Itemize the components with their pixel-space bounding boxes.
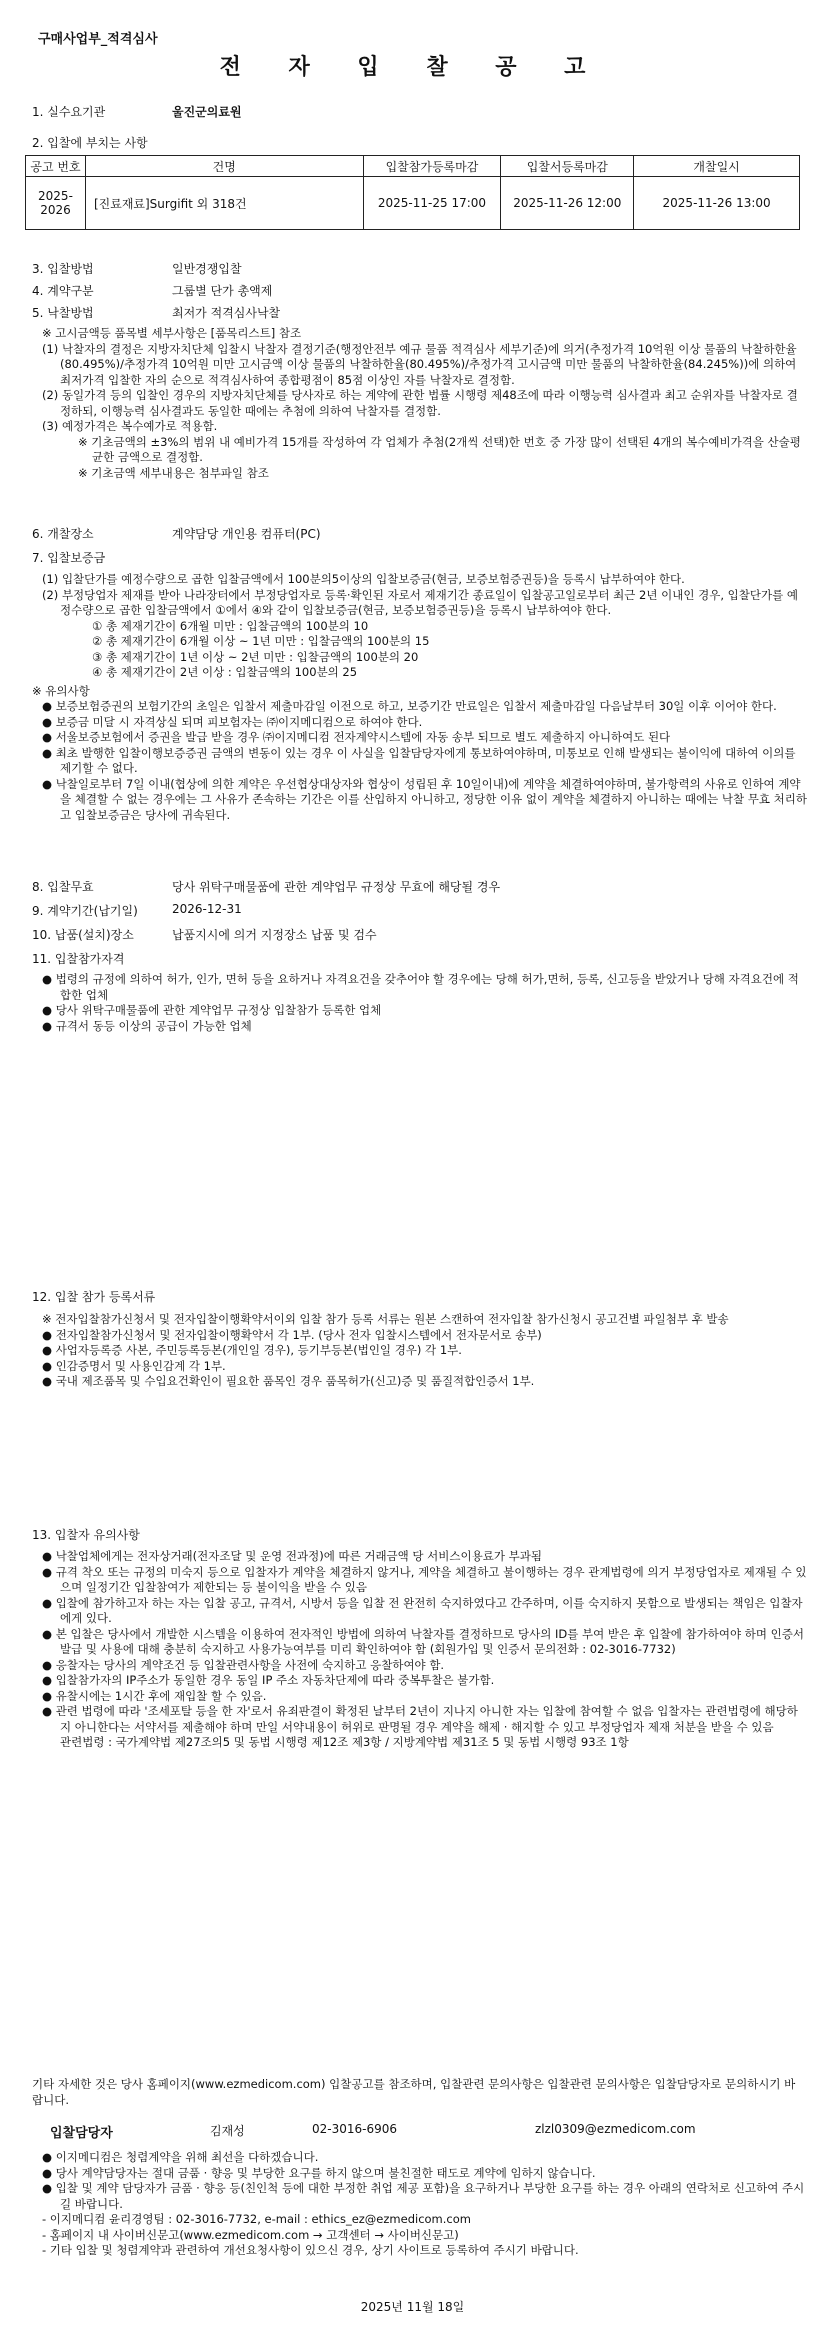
section-9-label: 9. 계약기간(납기일) [32, 904, 138, 918]
list-item: ① 총 제재기간이 6개월 미만 : 입찰금액의 100분의 10 [92, 618, 369, 633]
bid-table [25, 155, 800, 230]
list-item: ● 낙찰일로부터 7일 이내(협상에 의한 계약은 우선협상대상자와 협상이 성립된 후 10일이내)에 계약을 체결하여야하며, 불가항력의 사유로 인하여 계약을 체결할 수 없는 경우에는 그 사유가 존속하는 기간은 이를 산입하지 아니하고, 정당한 이유 없이 계약을 체결하지 아니하는 때에는 낙찰 무효 처리하고 입찰보증금은 당사에 귀속된다. [42, 776, 807, 822]
bid-table-header-row [26, 156, 800, 177]
bid-table-header: 입찰참가등록마감 [363, 156, 501, 177]
list-item: ● 응찰자는 당사의 계약조건 등 입찰관련사항을 사전에 숙지하고 응찰하여야 함. [42, 1657, 445, 1672]
section-5-value: 최저가 적격심사낙찰 [172, 306, 281, 320]
section-11-details [32, 972, 807, 1034]
list-item: ● 본 입찰은 당사에서 개발한 시스템을 이용하여 전자적인 방법에 의하여 낙찰자를 결정하므로 당사의 ID를 부여 받은 후 입찰에 참가하여야 하며 인증서 발급 및 사용에 대해 충분히 숙지하고 사용가능여부를 미리 확인하여야 함 (회원가입 및 인증서 문의전화 : 02-3016-7732) [42, 1626, 804, 1656]
department-label: 구매사업부_적격심사 [38, 32, 158, 47]
section-8-value: 당사 위탁구매물품에 관한 계약업무 규정상 무효에 해당될 경우 [172, 880, 501, 894]
section-12-details [32, 1312, 807, 1390]
list-item: - 기타 입찰 및 청렴계약과 관련하여 개선요청사항이 있으신 경우, 상기 사이트로 등록하여 주시기 바랍니다. [42, 2243, 579, 2257]
list-item: ● 당사 계약담당자는 절대 금품 · 향응 및 부당한 요구를 하지 않으며 불친절한 태도로 계약에 임하지 않습니다. [42, 2165, 596, 2180]
list-item: ● 이지메디컴은 청렴계약을 위해 최선을 다하겠습니다. [42, 2150, 319, 2164]
bid-table-header: 입찰서등록마감 [501, 156, 634, 177]
section-4-label: 4. 계약구분 [32, 284, 94, 298]
list-item: ● 전자입찰참가신청서 및 전자입찰이행확약서 각 1부. (당사 전자 입찰시스템에서 전자문서로 송부) [42, 1327, 542, 1342]
section-5-details [32, 326, 807, 481]
section-12-note: ※ 전자입찰참가신청서 및 전자입찰이행확약서이외 입찰 참가 등록 서류는 원본 스캔하여 전자입찰 참가신청시 공고건별 파일첨부 후 발송 [42, 1312, 729, 1326]
section-1 [32, 103, 242, 120]
list-item: - 이지메디컴 윤리경영팀 : 02-3016-7732, e-mail : ethics_ez@ezmedicom.com [42, 2212, 471, 2226]
section-4 [32, 282, 273, 299]
contact-label: 입찰담당자 [50, 2126, 113, 2141]
list-item: - 홈페이지 내 사이버신문고(www.ezmedicom.com → 고객센터 → 사이버신문고) [42, 2227, 459, 2242]
footer-intro: 기타 자세한 것은 당사 홈페이지(www.ezmedicom.com) 입찰공고를 참조하며, 입찰관련 문의사항은 입찰관련 문의사항은 입찰담당자로 문의하시기 바랍니다. [32, 2077, 796, 2107]
section-11-label: 11. 입찰참가자격 [32, 952, 125, 966]
list-item: ● 국내 제조품목 및 수입요건확인이 필요한 품목인 경우 품목허가(신고)증 및 품질적합인증서 1부. [42, 1374, 535, 1388]
contact-email: zlzl0309@ezmedicom.com [535, 2122, 696, 2136]
section-6 [32, 525, 321, 542]
list-item: ● 입찰참가자의 IP주소가 동일한 경우 동일 IP 주소 자동차단제에 따라 중복투찰은 불가함. [42, 1673, 495, 1687]
list-item: ● 보증금 미달 시 자격상실 되며 피보험자는 ㈜이지메디컴으로 하여야 한다. [42, 714, 423, 729]
list-item: ● 규격 착오 또는 규정의 미숙지 등으로 입찰자가 계약을 체결하지 않거나, 계약을 체결하고 불이행하는 경우 관계법령에 의거 부정당업자로 제재될 수 있으며 일정기간 입찰참여가 제한되는 등 불이익을 받을 수 있음 [42, 1564, 807, 1594]
contact-row [50, 2122, 810, 2142]
bid-submission-deadline-cell: 2025-11-26 12:00 [501, 177, 634, 230]
section-13-law: 관련법령 : 국가계약법 제27조의5 및 동법 시행령 제12조 제3항 / 지방계약법 제31조 5 및 동법 시행령 93조 1항 [60, 1735, 629, 1749]
section-5 [32, 304, 281, 321]
section-6-label: 6. 개찰장소 [32, 527, 94, 541]
list-item: ● 인감증명서 및 사용인감계 각 1부. [42, 1358, 226, 1373]
section-3 [32, 260, 242, 277]
list-item: ● 법령의 규정에 의하여 허가, 인가, 면허 등을 요하거나 자격요건을 갖추어야 할 경우에는 당해 허가,면허, 등록, 신고등을 받았거나 당해 자격요건에 적합한 업체 [42, 972, 799, 1002]
section-6-value: 계약담당 개인용 컴퓨터(PC) [172, 527, 321, 541]
section-1-label: 1. 실수요기관 [32, 105, 106, 119]
section-1-value: 울진군의료원 [172, 105, 242, 119]
registration-deadline-cell: 2025-11-25 17:00 [363, 177, 501, 230]
opening-datetime-cell: 2025-11-26 13:00 [634, 177, 800, 230]
list-item: (2) 동일가격 등의 입찰인 경우의 지방자치단체를 당사자로 하는 계약에 관한 법률 시행령 제48조에 따라 이행능력 심사결과 최고 순위자를 낙찰자로 결정하되, 이행능력 심사결과도 동일한 때에는 추첨에 의하여 낙찰자를 결정함. [42, 388, 798, 418]
list-item: (2) 부정당업자 제재를 받아 나라장터에서 부정당업자로 등록·확인된 자로서 제재기간 종료일이 입찰공고일로부터 최근 2년 이내인 경우, 입찰단가를 예정수량으로 곱한 입찰금액에서 ①에서 ④와 같이 입찰보증금(현금, 보증보험증권등)을 등록시 납부하여야 한다. [42, 587, 798, 617]
list-item: ※ 기초금액 세부내용은 첨부파일 참조 [78, 465, 269, 480]
contact-phone: 02-3016-6906 [312, 2122, 398, 2136]
section-13-details [32, 1549, 807, 1751]
list-item: ● 관련 법령에 따라 '조세포탈 등을 한 자'로서 유죄판결이 확정된 날부터 2년이 지나지 아니한 자는 입찰에 참여할 수 없음 입찰자는 관련법령에 해당하지 아니한다는 서약서를 제출해야 하며 만일 서약내용이 허위로 판명될 경우 계약을 해제 · 해지할 수 있고 부정당업자 제재 처분을 받을 수 있음 [42, 1704, 798, 1734]
list-item: ② 총 제재기간이 6개월 이상 ~ 1년 미만 : 입찰금액의 100분의 15 [92, 634, 430, 648]
list-item: ● 사업자등록증 사본, 주민등록등본(개인일 경우), 등기부등본(법인일 경우) 각 1부. [42, 1343, 462, 1357]
list-item: ● 최초 발행한 입찰이행보증증권 금액의 변동이 있는 경우 이 사실을 입찰담당자에게 통보하여야하며, 미통보로 인해 발생되는 불이익에 대하여 이의를 제기할 수 없다. [42, 745, 796, 775]
section-5-note: ※ 고시금액등 품목별 세부사항은 [품목리스트] 참조 [42, 326, 302, 340]
bid-table-header: 개찰일시 [634, 156, 800, 177]
bid-item-cell: [진료재료]Surgifit 외 318건 [85, 177, 363, 230]
list-item: (1) 입찰단가를 예정수량으로 곱한 입찰금액에서 100분의5이상의 입찰보증금(현금, 보증보험증권등)을 등록시 납부하여야 한다. [42, 572, 685, 586]
section-8-label: 8. 입찰무효 [32, 880, 94, 894]
section-9 [32, 902, 242, 919]
page-title: 전 자 입 찰 공 고 [219, 55, 606, 80]
caution-title: ※ 유의사항 [32, 683, 90, 698]
section-5-label: 5. 낙찰방법 [32, 306, 94, 320]
section-2-label: 2. 입찰에 부치는 사항 [32, 136, 148, 150]
section-7-label: 7. 입찰보증금 [32, 551, 106, 565]
section-10 [32, 926, 377, 943]
list-item: (3) 예정가격은 복수예가로 적용함. [42, 419, 218, 433]
section-3-label: 3. 입찰방법 [32, 262, 94, 276]
section-3-value: 일반경쟁입찰 [172, 262, 242, 276]
section-13-label: 13. 입찰자 유의사항 [32, 1528, 140, 1542]
section-9-value: 2026-12-31 [172, 902, 242, 916]
list-item: ● 입찰에 참가하고자 하는 자는 입찰 공고, 규격서, 시방서 등을 입찰 전 완전히 숙지하였다고 간주하며, 이를 숙지하지 못함으로 발생되는 책임은 입찰자에게 있다. [42, 1595, 803, 1625]
list-item: ● 서울보증보험에서 증권을 발급 받을 경우 ㈜이지메디컴 전자계약시스템에 자동 송부 되므로 별도 제출하지 아니하여도 된다 [42, 730, 671, 744]
list-item: ● 당사 위탁구매물품에 관한 계약업무 규정상 입찰참가 등록한 업체 [42, 1003, 382, 1017]
list-item: ④ 총 제재기간이 2년 이상 : 입찰금액의 100분의 25 [92, 665, 358, 679]
section-4-value: 그룹별 단가 총액제 [172, 284, 273, 298]
bid-number-cell: 2025-2026 [26, 177, 86, 230]
section-8 [32, 878, 501, 895]
contact-name: 김재성 [210, 2124, 245, 2138]
notice-date: 2025년 11월 18일 [360, 2300, 465, 2314]
list-item: ※ 기초금액의 ±3%의 범위 내 예비가격 15개를 작성하여 각 업체가 추첨(2개씩 선택)한 번호 중 가장 많이 선택된 4개의 복수예비가격을 산술평균한 금액으로 결정함. [78, 434, 801, 464]
list-item: ● 보증보험증권의 보험기간의 초일은 입찰서 제출마감일 이전으로 하고, 보증기간 만료일은 입찰서 제출마감일 다음날부터 30일 이후 이어야 한다. [42, 699, 777, 713]
table-row [26, 177, 800, 230]
list-item: ● 규격서 동등 이상의 공급이 가능한 업체 [42, 1018, 252, 1033]
section-7-details [32, 572, 807, 823]
bid-table-header: 건명 [85, 156, 363, 177]
list-item: ● 낙찰업체에게는 전자상거래(전자조달 및 운영 전과정)에 따른 거래금액 당 서비스이용료가 부과됨 [42, 1549, 542, 1563]
section-12-label: 12. 입찰 참가 등록서류 [32, 1290, 156, 1304]
list-item: ③ 총 제재기간이 1년 이상 ~ 2년 미만 : 입찰금액의 100분의 20 [92, 649, 419, 664]
bid-table-header: 공고 번호 [26, 156, 86, 177]
section-10-label: 10. 납품(설치)장소 [32, 928, 134, 942]
section-10-value: 납품지시에 의거 지정장소 납품 및 검수 [172, 928, 377, 942]
list-item: ● 입찰 및 계약 담당자가 금품 · 향응 등(친인척 등에 대한 부정한 취업 제공 포함)을 요구하거나 부당한 요구를 하는 경우 아래의 연락처로 신고하여 주시길 바랍니다. [42, 2181, 805, 2211]
list-item: ● 유찰시에는 1시간 후에 재입찰 할 수 있음. [42, 1688, 267, 1703]
footer-details [32, 2150, 807, 2259]
list-item: (1) 낙찰자의 결정은 지방자치단체 입찰시 낙찰자 결정기준(행정안전부 예규 물품 적격심사 세부기준)에 의거(추정가격 10억원 이상 물품의 낙찰하한율(80.495%)/추정가격 10억원 미만 고시금액 이상 물품의 낙찰하한율(80.495%)/추정가격 고시금액 미만 물품의 낙찰하한율(84.245%))에 의하여 최저가격 입찰한 자의 순으로 적격심사하여 종합평점이 85점 이상인 자를 낙찰자로 결정함. [42, 341, 797, 387]
